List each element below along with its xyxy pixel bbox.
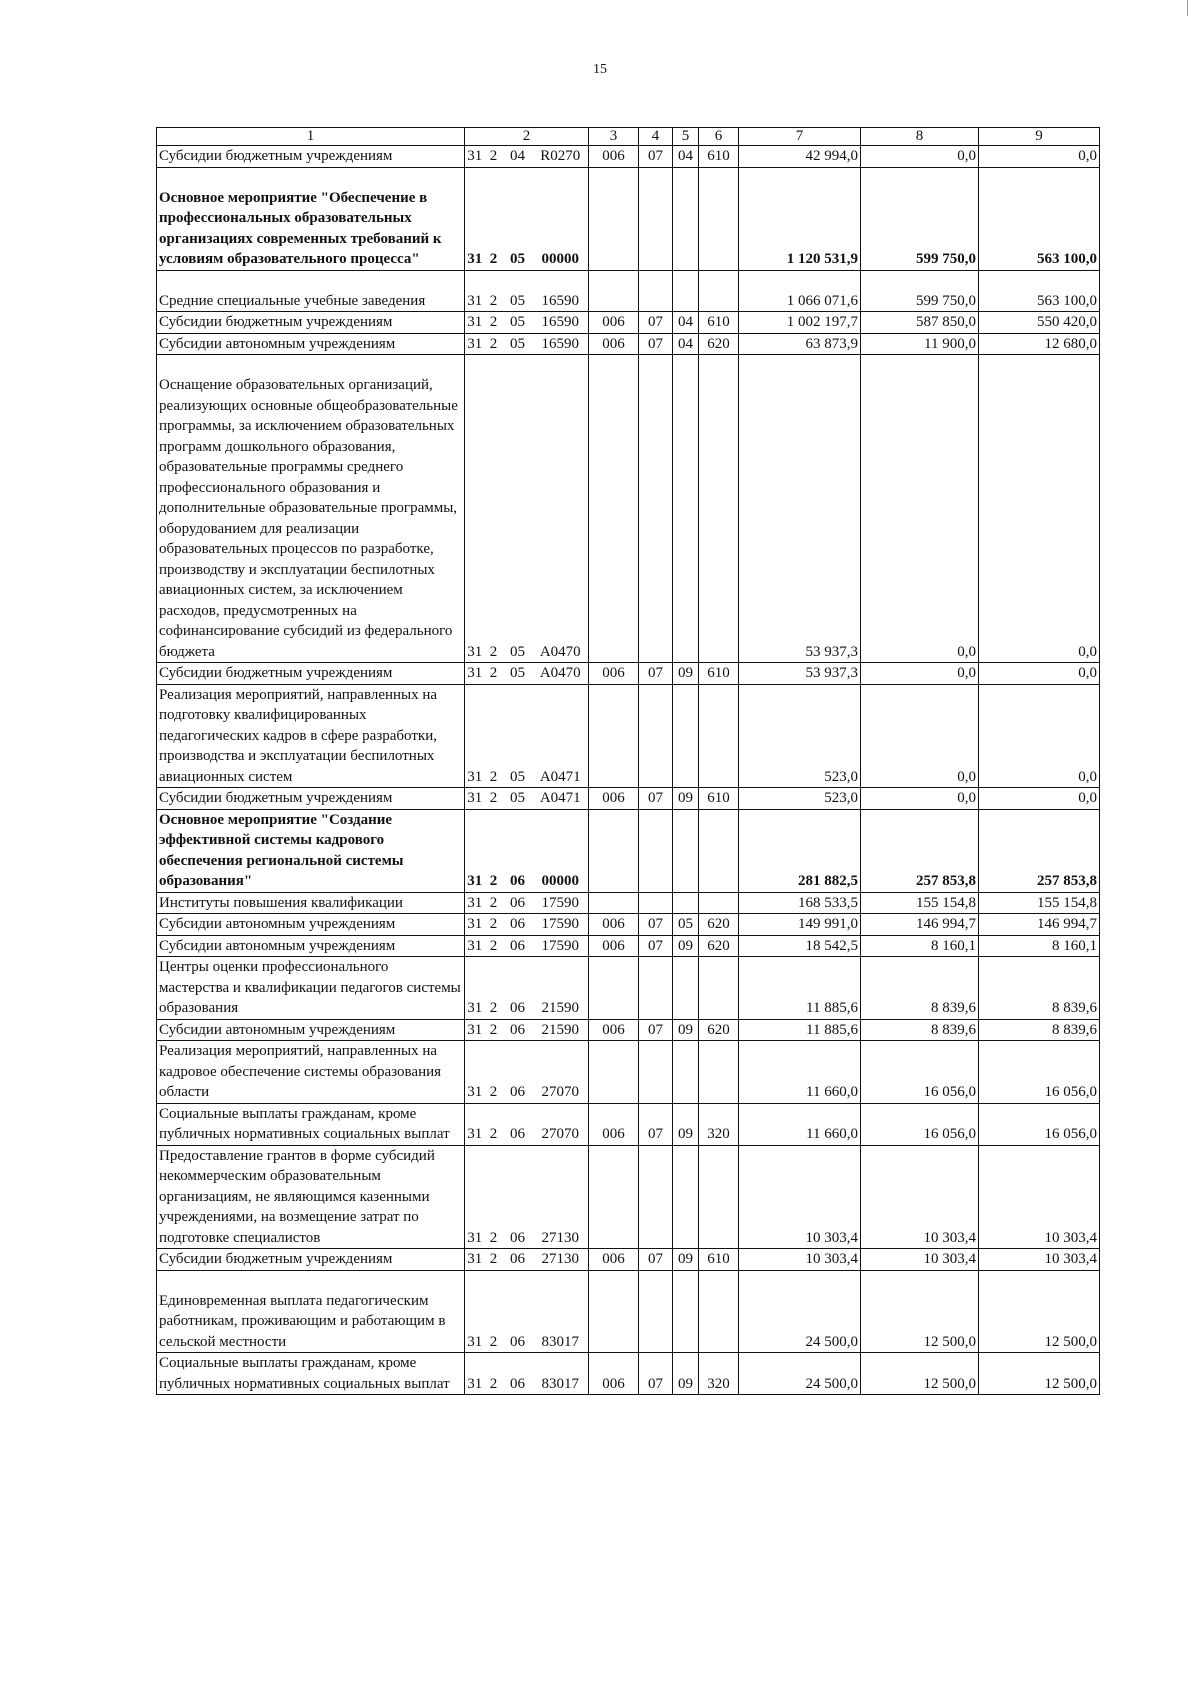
row-amount-col-8: 16 056,0: [861, 1103, 979, 1145]
row-name: Субсидии бюджетным учреждениям: [157, 146, 465, 168]
row-program-code: 31: [465, 1145, 485, 1249]
row-direction-code: 17590: [533, 914, 589, 936]
row-section-code: 07: [639, 333, 673, 355]
row-amount-col-7: 53 937,3: [739, 355, 861, 663]
table-row: [157, 1041, 1100, 1104]
row-measure-code: 06: [503, 935, 533, 957]
row-name: Предоставление грантов в форме субсидий некоммерческим образовательным организациям, не являющимся казенными учреждениями, на возмещение затрат по подготовке специалистов: [157, 1145, 465, 1249]
row-section-code: 07: [639, 788, 673, 810]
row-name: Институты повышения квалификации: [157, 892, 465, 914]
row-subprogram-code: 2: [485, 1353, 503, 1395]
row-subsection-code: 09: [673, 1103, 699, 1145]
header-col-6: 6: [699, 128, 739, 146]
row-amount-col-9: 0,0: [979, 146, 1100, 168]
row-amount-col-9: 12 500,0: [979, 1353, 1100, 1395]
row-name: Реализация мероприятий, направленных на подготовку квалифицированных педагогических кадров в сфере разработки, производства и эксплуатации беспилотных авиационных систем: [157, 684, 465, 788]
row-direction-code: 83017: [533, 1353, 589, 1395]
row-program-code: 31: [465, 1353, 485, 1395]
row-name: Центры оценки профессионального мастерства и квалификации педагогов системы образования: [157, 957, 465, 1020]
row-program-code: 31: [465, 1270, 485, 1353]
row-program-code: 31: [465, 1249, 485, 1271]
row-measure-code: 06: [503, 809, 533, 892]
row-expense-type-code: [699, 957, 739, 1020]
row-measure-code: 06: [503, 892, 533, 914]
row-expense-type-code: 610: [699, 312, 739, 334]
row-amount-col-7: 10 303,4: [739, 1145, 861, 1249]
row-subsection-code: [673, 1270, 699, 1353]
row-section-code: [639, 957, 673, 1020]
row-ministry-code: [589, 355, 639, 663]
row-amount-col-8: 0,0: [861, 663, 979, 685]
row-direction-code: 16590: [533, 312, 589, 334]
row-subprogram-code: 2: [485, 312, 503, 334]
table-row: [157, 809, 1100, 892]
row-amount-col-7: 1 120 531,9: [739, 167, 861, 270]
row-expense-type-code: [699, 355, 739, 663]
row-direction-code: 27070: [533, 1041, 589, 1104]
row-section-code: 07: [639, 1249, 673, 1271]
row-amount-col-9: 8 839,6: [979, 957, 1100, 1020]
row-measure-code: 05: [503, 663, 533, 685]
row-measure-code: 06: [503, 1145, 533, 1249]
row-ministry-code: [589, 809, 639, 892]
row-subsection-code: [673, 957, 699, 1020]
row-program-code: 31: [465, 167, 485, 270]
row-section-code: [639, 684, 673, 788]
row-measure-code: 06: [503, 957, 533, 1020]
row-subsection-code: 05: [673, 914, 699, 936]
row-section-code: 07: [639, 1019, 673, 1041]
header-col-3: 3: [589, 128, 639, 146]
row-amount-col-8: 0,0: [861, 355, 979, 663]
row-subprogram-code: 2: [485, 935, 503, 957]
row-measure-code: 05: [503, 312, 533, 334]
row-subprogram-code: 2: [485, 914, 503, 936]
table-row: [157, 663, 1100, 685]
row-subprogram-code: 2: [485, 1270, 503, 1353]
row-name: Социальные выплаты гражданам, кроме публичных нормативных социальных выплат: [157, 1103, 465, 1145]
scan-edge-mark: [1187, 0, 1188, 16]
row-amount-col-7: 11 660,0: [739, 1041, 861, 1104]
row-program-code: 31: [465, 663, 485, 685]
row-amount-col-9: 155 154,8: [979, 892, 1100, 914]
row-section-code: 07: [639, 1353, 673, 1395]
header-col-2: 2: [465, 128, 589, 146]
row-amount-col-7: 11 660,0: [739, 1103, 861, 1145]
row-amount-col-8: 0,0: [861, 146, 979, 168]
row-section-code: [639, 355, 673, 663]
row-subprogram-code: 2: [485, 1249, 503, 1271]
header-col-1: 1: [157, 128, 465, 146]
row-direction-code: А0471: [533, 684, 589, 788]
row-ministry-code: 006: [589, 788, 639, 810]
row-amount-col-9: 550 420,0: [979, 312, 1100, 334]
row-subsection-code: [673, 684, 699, 788]
row-expense-type-code: 320: [699, 1103, 739, 1145]
row-program-code: 31: [465, 146, 485, 168]
table-row: [157, 914, 1100, 936]
row-expense-type-code: [699, 167, 739, 270]
row-ministry-code: 006: [589, 935, 639, 957]
row-subprogram-code: 2: [485, 663, 503, 685]
row-program-code: 31: [465, 892, 485, 914]
row-ministry-code: 006: [589, 663, 639, 685]
row-subsection-code: 09: [673, 663, 699, 685]
row-subsection-code: 04: [673, 312, 699, 334]
row-section-code: [639, 270, 673, 312]
row-amount-col-7: 42 994,0: [739, 146, 861, 168]
row-name: Субсидии автономным учреждениям: [157, 333, 465, 355]
row-measure-code: 05: [503, 684, 533, 788]
row-expense-type-code: [699, 684, 739, 788]
row-program-code: 31: [465, 1041, 485, 1104]
row-subsection-code: [673, 892, 699, 914]
row-program-code: 31: [465, 788, 485, 810]
row-ministry-code: [589, 270, 639, 312]
table-row: [157, 788, 1100, 810]
table-row: [157, 1249, 1100, 1271]
row-name: Субсидии бюджетным учреждениям: [157, 663, 465, 685]
row-amount-col-8: 146 994,7: [861, 914, 979, 936]
row-section-code: [639, 809, 673, 892]
row-expense-type-code: 610: [699, 788, 739, 810]
table-row: [157, 1019, 1100, 1041]
row-expense-type-code: [699, 892, 739, 914]
row-subprogram-code: 2: [485, 333, 503, 355]
row-amount-col-9: 0,0: [979, 788, 1100, 810]
row-amount-col-9: 257 853,8: [979, 809, 1100, 892]
row-subsection-code: 09: [673, 788, 699, 810]
row-ministry-code: 006: [589, 914, 639, 936]
row-measure-code: 04: [503, 146, 533, 168]
table-row: [157, 312, 1100, 334]
row-amount-col-8: 8 160,1: [861, 935, 979, 957]
row-subprogram-code: 2: [485, 1103, 503, 1145]
row-subsection-code: 09: [673, 1019, 699, 1041]
row-measure-code: 06: [503, 1041, 533, 1104]
row-amount-col-8: 155 154,8: [861, 892, 979, 914]
table-row: [157, 935, 1100, 957]
row-amount-col-8: 12 500,0: [861, 1270, 979, 1353]
row-name: Субсидии автономным учреждениям: [157, 914, 465, 936]
row-name: Основное мероприятие "Создание эффективной системы кадрового обеспечения региональной системы образования": [157, 809, 465, 892]
page-number: 15: [593, 62, 607, 77]
table-row: [157, 270, 1100, 312]
header-col-8: 8: [861, 128, 979, 146]
row-expense-type-code: [699, 1041, 739, 1104]
header-col-5: 5: [673, 128, 699, 146]
row-ministry-code: [589, 1270, 639, 1353]
row-measure-code: 06: [503, 1353, 533, 1395]
row-subprogram-code: 2: [485, 1019, 503, 1041]
row-expense-type-code: 320: [699, 1353, 739, 1395]
row-direction-code: 00000: [533, 167, 589, 270]
table-body: [157, 128, 1100, 1395]
row-section-code: [639, 167, 673, 270]
row-measure-code: 05: [503, 788, 533, 810]
row-subprogram-code: 2: [485, 270, 503, 312]
row-subsection-code: 09: [673, 1353, 699, 1395]
budget-table: [156, 127, 1100, 1395]
row-program-code: 31: [465, 957, 485, 1020]
table-row: [157, 957, 1100, 1020]
row-expense-type-code: 610: [699, 1249, 739, 1271]
row-amount-col-7: 523,0: [739, 788, 861, 810]
row-measure-code: 05: [503, 333, 533, 355]
row-ministry-code: [589, 1145, 639, 1249]
row-program-code: 31: [465, 333, 485, 355]
row-expense-type-code: [699, 809, 739, 892]
row-direction-code: А0470: [533, 355, 589, 663]
row-amount-col-9: 10 303,4: [979, 1249, 1100, 1271]
row-subsection-code: [673, 355, 699, 663]
row-ministry-code: [589, 892, 639, 914]
row-subprogram-code: 2: [485, 355, 503, 663]
row-name: Средние специальные учебные заведения: [157, 270, 465, 312]
row-ministry-code: [589, 957, 639, 1020]
row-section-code: 07: [639, 312, 673, 334]
row-amount-col-7: 523,0: [739, 684, 861, 788]
row-measure-code: 05: [503, 355, 533, 663]
row-measure-code: 05: [503, 270, 533, 312]
row-expense-type-code: [699, 1270, 739, 1353]
table-row: [157, 333, 1100, 355]
row-subprogram-code: 2: [485, 146, 503, 168]
row-amount-col-9: 563 100,0: [979, 167, 1100, 270]
row-program-code: 31: [465, 355, 485, 663]
row-amount-col-9: 16 056,0: [979, 1103, 1100, 1145]
row-expense-type-code: [699, 1145, 739, 1249]
row-program-code: 31: [465, 312, 485, 334]
row-section-code: 07: [639, 146, 673, 168]
row-direction-code: 21590: [533, 957, 589, 1020]
header-col-7: 7: [739, 128, 861, 146]
row-section-code: [639, 892, 673, 914]
row-program-code: 31: [465, 684, 485, 788]
row-amount-col-9: 8 160,1: [979, 935, 1100, 957]
row-subsection-code: [673, 270, 699, 312]
row-measure-code: 05: [503, 167, 533, 270]
row-expense-type-code: 620: [699, 914, 739, 936]
row-expense-type-code: 610: [699, 146, 739, 168]
row-subprogram-code: 2: [485, 892, 503, 914]
row-measure-code: 06: [503, 1249, 533, 1271]
row-subprogram-code: 2: [485, 684, 503, 788]
row-subprogram-code: 2: [485, 167, 503, 270]
row-amount-col-7: 24 500,0: [739, 1353, 861, 1395]
table-row: [157, 146, 1100, 168]
row-amount-col-7: 10 303,4: [739, 1249, 861, 1271]
row-program-code: 31: [465, 1019, 485, 1041]
row-amount-col-8: 8 839,6: [861, 1019, 979, 1041]
row-amount-col-8: 16 056,0: [861, 1041, 979, 1104]
row-amount-col-7: 24 500,0: [739, 1270, 861, 1353]
row-amount-col-9: 16 056,0: [979, 1041, 1100, 1104]
row-direction-code: 27130: [533, 1145, 589, 1249]
header-col-4: 4: [639, 128, 673, 146]
header-row: [157, 128, 1100, 146]
row-direction-code: 21590: [533, 1019, 589, 1041]
row-direction-code: 17590: [533, 892, 589, 914]
row-subprogram-code: 2: [485, 957, 503, 1020]
row-amount-col-7: 18 542,5: [739, 935, 861, 957]
header-col-9: 9: [979, 128, 1100, 146]
row-name: Единовременная выплата педагогическим работникам, проживающим и работающим в сельской местности: [157, 1270, 465, 1353]
row-amount-col-9: 563 100,0: [979, 270, 1100, 312]
row-subsection-code: 04: [673, 146, 699, 168]
row-name: Субсидии бюджетным учреждениям: [157, 312, 465, 334]
row-ministry-code: 006: [589, 1019, 639, 1041]
row-name: Субсидии бюджетным учреждениям: [157, 788, 465, 810]
row-name: Основное мероприятие "Обеспечение в профессиональных образовательных организациях современных требований к условиям образовательного процесса": [157, 167, 465, 270]
row-amount-col-9: 0,0: [979, 663, 1100, 685]
row-subsection-code: [673, 1041, 699, 1104]
row-name: Субсидии автономным учреждениям: [157, 935, 465, 957]
row-direction-code: 27130: [533, 1249, 589, 1271]
row-amount-col-8: 599 750,0: [861, 167, 979, 270]
row-ministry-code: [589, 684, 639, 788]
row-section-code: [639, 1145, 673, 1249]
row-amount-col-9: 0,0: [979, 355, 1100, 663]
row-expense-type-code: 610: [699, 663, 739, 685]
table-row: [157, 892, 1100, 914]
row-expense-type-code: [699, 270, 739, 312]
row-amount-col-8: 12 500,0: [861, 1353, 979, 1395]
row-amount-col-8: 10 303,4: [861, 1145, 979, 1249]
row-amount-col-7: 281 882,5: [739, 809, 861, 892]
row-amount-col-8: 0,0: [861, 788, 979, 810]
row-amount-col-8: 599 750,0: [861, 270, 979, 312]
row-amount-col-9: 12 680,0: [979, 333, 1100, 355]
row-measure-code: 06: [503, 914, 533, 936]
row-amount-col-7: 1 002 197,7: [739, 312, 861, 334]
row-name: Оснащение образовательных организаций, реализующих основные общеобразовательные программы, за исключением образовательных программ дошкольного образования, образовательные программы среднего профессионального образования и дополнительные образовательные программы, оборудованием для реализации образовательных процессов по разработке, производству и эксплуатации беспилотных авиационных систем, за исключением расходов, предусмотренных на софинансирование субсидий из федерального бюджета: [157, 355, 465, 663]
row-direction-code: 00000: [533, 809, 589, 892]
row-amount-col-8: 257 853,8: [861, 809, 979, 892]
row-amount-col-7: 53 937,3: [739, 663, 861, 685]
row-direction-code: R0270: [533, 146, 589, 168]
row-amount-col-7: 11 885,6: [739, 1019, 861, 1041]
row-subsection-code: [673, 809, 699, 892]
row-amount-col-7: 149 991,0: [739, 914, 861, 936]
row-direction-code: А0470: [533, 663, 589, 685]
row-ministry-code: [589, 1041, 639, 1104]
row-ministry-code: 006: [589, 146, 639, 168]
table-row: [157, 355, 1100, 663]
row-amount-col-7: 1 066 071,6: [739, 270, 861, 312]
row-amount-col-9: 12 500,0: [979, 1270, 1100, 1353]
row-direction-code: 16590: [533, 333, 589, 355]
row-section-code: 07: [639, 663, 673, 685]
row-program-code: 31: [465, 809, 485, 892]
row-ministry-code: [589, 167, 639, 270]
row-subsection-code: 09: [673, 935, 699, 957]
row-amount-col-9: 0,0: [979, 684, 1100, 788]
row-expense-type-code: 620: [699, 1019, 739, 1041]
row-direction-code: 27070: [533, 1103, 589, 1145]
row-ministry-code: 006: [589, 333, 639, 355]
row-subprogram-code: 2: [485, 809, 503, 892]
table-row: [157, 1103, 1100, 1145]
row-direction-code: 16590: [533, 270, 589, 312]
table-row: [157, 684, 1100, 788]
row-section-code: 07: [639, 935, 673, 957]
row-subsection-code: 04: [673, 333, 699, 355]
row-direction-code: 17590: [533, 935, 589, 957]
row-subprogram-code: 2: [485, 788, 503, 810]
row-amount-col-7: 168 533,5: [739, 892, 861, 914]
row-subsection-code: [673, 167, 699, 270]
row-amount-col-7: 11 885,6: [739, 957, 861, 1020]
table-row: [157, 1145, 1100, 1249]
row-section-code: 07: [639, 1103, 673, 1145]
row-amount-col-7: 63 873,9: [739, 333, 861, 355]
table-row: [157, 1270, 1100, 1353]
row-measure-code: 06: [503, 1019, 533, 1041]
row-amount-col-9: 146 994,7: [979, 914, 1100, 936]
row-ministry-code: 006: [589, 312, 639, 334]
row-name: Реализация мероприятий, направленных на кадровое обеспечение системы образования области: [157, 1041, 465, 1104]
row-section-code: 07: [639, 914, 673, 936]
row-amount-col-8: 0,0: [861, 684, 979, 788]
row-amount-col-8: 10 303,4: [861, 1249, 979, 1271]
row-ministry-code: 006: [589, 1103, 639, 1145]
row-section-code: [639, 1270, 673, 1353]
table-row: [157, 167, 1100, 270]
row-direction-code: А0471: [533, 788, 589, 810]
table-row: [157, 1353, 1100, 1395]
row-measure-code: 06: [503, 1270, 533, 1353]
row-program-code: 31: [465, 935, 485, 957]
row-ministry-code: 006: [589, 1353, 639, 1395]
row-name: Субсидии бюджетным учреждениям: [157, 1249, 465, 1271]
row-subsection-code: [673, 1145, 699, 1249]
row-name: Социальные выплаты гражданам, кроме публичных нормативных социальных выплат: [157, 1353, 465, 1395]
row-program-code: 31: [465, 1103, 485, 1145]
row-ministry-code: 006: [589, 1249, 639, 1271]
row-measure-code: 06: [503, 1103, 533, 1145]
row-section-code: [639, 1041, 673, 1104]
row-subprogram-code: 2: [485, 1145, 503, 1249]
row-amount-col-8: 8 839,6: [861, 957, 979, 1020]
row-amount-col-8: 587 850,0: [861, 312, 979, 334]
row-direction-code: 83017: [533, 1270, 589, 1353]
row-amount-col-8: 11 900,0: [861, 333, 979, 355]
row-expense-type-code: 620: [699, 935, 739, 957]
row-program-code: 31: [465, 270, 485, 312]
row-program-code: 31: [465, 914, 485, 936]
row-subprogram-code: 2: [485, 1041, 503, 1104]
row-name: Субсидии автономным учреждениям: [157, 1019, 465, 1041]
row-amount-col-9: 8 839,6: [979, 1019, 1100, 1041]
row-amount-col-9: 10 303,4: [979, 1145, 1100, 1249]
row-expense-type-code: 620: [699, 333, 739, 355]
row-subsection-code: 09: [673, 1249, 699, 1271]
